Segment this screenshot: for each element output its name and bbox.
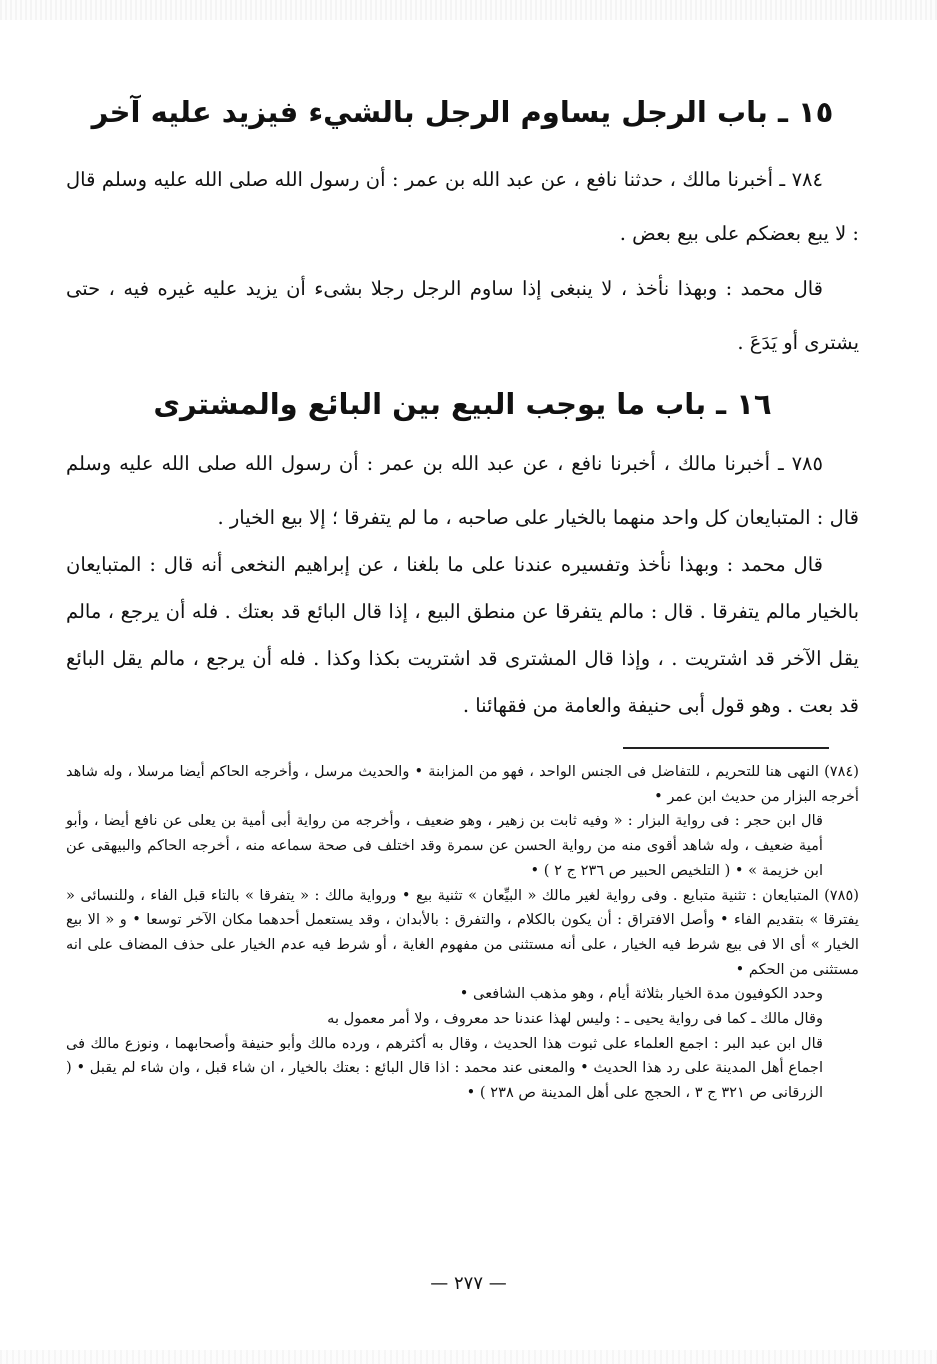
footnote-divider (623, 747, 829, 749)
commentary-785 (66, 541, 859, 729)
scan-bottom-edge (0, 1350, 937, 1364)
section-heading-16: ١٦ ـ باب ما يوجب البيع بين البائع والمشترى (153, 387, 772, 421)
commentary-785-text: قال محمد : وبهذا نأخذ وتفسيره عندنا على ما بلغنا ، عن إبراهيم النخعى أنه قال : المتبايعان بالخيار مالم يتفرقا . قال : مالم يتفرقا عن منطق البيع ، إذا قال البائع قد بعتك . فله أن يرجع ، مالم يقل الآخر قد اشتريت . ، وإذا قال المشترى قد اشتريت بكذا وكذا . فله أن يرجع ، مالم يقل البائع قد بعت . وهو قول أبى حنيفة والعامة من فقهائنا . (66, 553, 859, 717)
footnote-785: (٧٨٥) المتبايعان : تثنية متبايع . وفى رواية لغير مالك « البيِّعان » تثنية بيع • ورواية مالك : « يتفرقا » بالتاء قبل الفاء ، وللنسائى « يفترقا » بتقديم الفاء • وأصل الافتراق : أن يكون بالكلام ، والتفرق : بالأبدان ، وقد يستعمل أحدهما مكان الآخر توسعا • و « الا بيع الخيار » أى الا فى بيع شرط فيه الخيار ، على أنه مستثنى من مفهوم الغاية ، أو شرط فيه عدم الخيار على حذف المضاف على انه مستثنى من الحكم • (66, 886, 859, 978)
page-number: — ٢٧٧ — (430, 1273, 507, 1294)
hadith-785 (66, 437, 859, 545)
footnote-784-continued: قال ابن حجر : فى رواية البزار : « وفيه ثابت بن زهير ، وهو ضعيف ، وأخرجه من رواية أبى أمية بن يعلى عن نافع أيضا ، وأبو أمية ضعيف ، وله شاهد أقوى منه من رواية الحسن عن سمرة وقد اختلف فى صحة سماعه منه ، أخرجه الحاكم والبيهقى عن ابن خزيمة » • ( التلخيص الحبير ص ٢٣٦ ج ٢ ) • (66, 812, 823, 879)
section-heading-15: ١٥ ـ باب الرجل يساوم الرجل بالشيء فيزيد عليه آخر (91, 95, 834, 129)
hadith-784 (66, 153, 859, 261)
footnotes (66, 760, 859, 1106)
footnote-784: (٧٨٤) النهى هنا للتحريم ، للتفاضل فى الجنس الواحد ، فهو من المزابنة • والحديث مرسل ، وأخرجه الحاكم أيضا مرسلا ، وله شاهد أخرجه البزار من حديث ابن عمر • (66, 763, 859, 805)
footnote-785-ibn-abd-al-barr: قال ابن عبد البر : اجمع العلماء على ثبوت هذا الحديث ، وقال به أكثرهم ، ورده مالك وأبو حنيفة وأصحابهما ، ونوزع مالك فى اجماع أهل المدينة على رد هذا الحديث • والمعنى عند محمد : اذا قال البائع : بعتك بالخيار ، ان شاء قبل ، وان شاء لم يقبل • ( الزرقانى ص ٣٢١ ج ٣ ، الحجج على أهل المدينة ص ٢٣٨ ) • (66, 1034, 823, 1102)
hadith-785-text: ٧٨٥ ـ أخبرنا مالك ، أخبرنا نافع ، عن عبد الله بن عمر : أن رسول الله صلى الله عليه وسلم قال : المتبايعان كل واحد منهما بالخيار على صاحبه ، ما لم يتفرقا ؛ إلا بيع الخيار . (66, 452, 859, 529)
footnote-785-kufan: وحدد الكوفيون مدة الخيار بثلاثة أيام ، وهو مذهب الشافعى • (459, 985, 823, 1003)
scan-top-edge (0, 0, 937, 20)
hadith-784-text: ٧٨٤ ـ أخبرنا مالك ، حدثنا نافع ، عن عبد الله بن عمر : أن رسول الله صلى الله عليه وسلم قال : لا يبع بعضكم على بيع بعض . (66, 168, 859, 245)
commentary-784 (66, 262, 859, 370)
commentary-784-text: قال محمد : وبهذا نأخذ ، لا ينبغى إذا ساوم الرجل رجلا بشىء أن يزيد عليه غيره فيه ، حتى يشترى أو يَدَعَ . (66, 277, 859, 354)
footnote-785-malik: وقال مالك ـ كما فى رواية يحيى ـ : وليس لهذا عندنا حد معروف ، ولا أمر معمول به (327, 1010, 823, 1028)
